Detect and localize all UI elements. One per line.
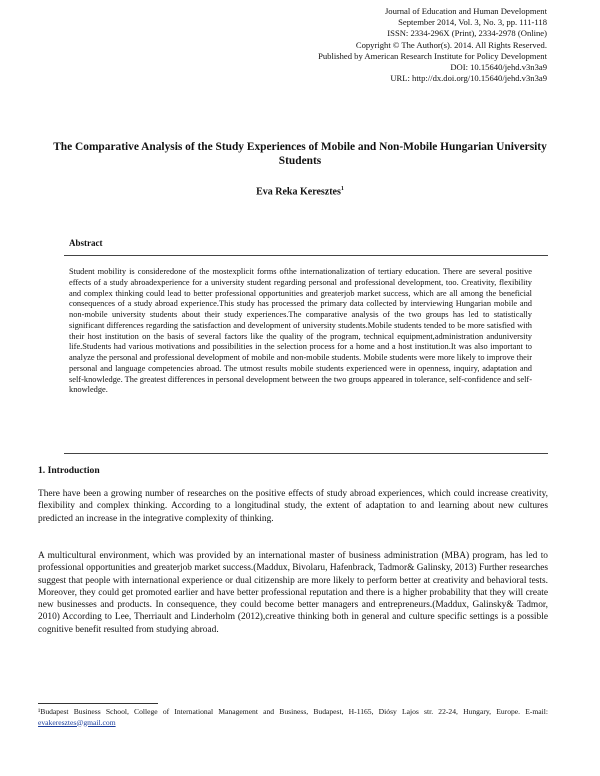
- footnote: [38, 707, 548, 728]
- journal-publisher: Published by American Research Institute for Policy Development: [318, 50, 547, 61]
- footnote-text: ¹Budapest Business School, College of International Management and Business, Budapest, H-1165, Diósy Lajos str. 22-24, Hungary, Europe. E-mail:: [38, 707, 548, 716]
- abstract-bottom-divider: [64, 453, 548, 454]
- author-name: Eva Reka Keresztes: [256, 186, 341, 198]
- journal-issue: September 2014, Vol. 3, No. 3, pp. 111-118: [398, 17, 547, 28]
- journal-header: [318, 6, 547, 84]
- journal-url: URL: http://dx.doi.org/10.15640/jehd.v3n3a9: [390, 73, 547, 84]
- abstract-text: Student mobility is consideredone of the mostexplicit forms ofthe internationalization of tertiary education. There are several positive effects of a study abroadexperience for a university student regarding personal and professional development, too. Creativity, flexibility and complex thinking could lead to better professional opportunities and greaterjob market success, which are all among the beneficial consequences of a study abroad experience.This study has processed the primary data collected by interviewing Hungarian mobile and non-mobile university students about their study experiences.The comparative analysis of the two groups has led to statistically significant differences regarding the satisfaction and development of university students.Mobile students tended to be more satisfied with their host institution on the basis of several factors like the quality of the program, technical equipment,administration anduniversity life.Students had various motivations and possibilities in the selection process for a home and a host institution.It was also important to analyze the personal and professional development of mobile and non-mobile students. Mobile students were more likely to improve their personal and language competencies abroad. The utmost results mobile students experienced were in openness, inquiry, adaptation and self-knowledge. The greatest differences in personal development between the two groups appeared in tolerance, self-confidence and self-knowledge.: [69, 267, 532, 395]
- abstract-heading: Abstract: [69, 238, 103, 248]
- abstract-top-divider: [64, 255, 548, 256]
- intro-paragraph-2: A multicultural environment, which was provided by an international master of business administration (MBA) program, has led to professional opportunities and greaterjob market success.(Maddux, Bivolaru, Hafenbrack, Tadmor& Galinsky, 2013) Further researches suggest that people with international experience or dual citizenship are more likely to perform better at creativity and behavioral tests. Moreover, they could get promoted earlier and have better professional reputation and there is a higher probability that they will create new businesses and products. In consequence, they could become better managers and entrepreneurs.(Maddux, Galinsky& Tadmor, 2010) According to Lee, Therriault and Linderholm (2012),creative thinking both in general and culture specific settings is a possible cognitive benefit resulted from studying abroad.: [38, 551, 548, 635]
- journal-doi: DOI: 10.15640/jehd.v3n3a9: [450, 62, 547, 73]
- journal-issn: ISSN: 2334-296X (Print), 2334-2978 (Online): [387, 28, 547, 39]
- intro-paragraph-1: There have been a growing number of researches on the positive effects of study abroad experiences, which could increase creativity, flexibility and complex thinking. According to a longitudinal study, the extent of adaptation to and learning about new cultures predicted an increase in the integrative complexity of thinking.: [38, 489, 548, 524]
- author-line: [40, 186, 560, 197]
- author-footnote-mark[interactable]: 1: [340, 186, 344, 192]
- footnote-email-link[interactable]: evakeresztes@gmail.com: [38, 717, 116, 727]
- footnote-divider: [38, 703, 158, 704]
- section-heading-introduction: 1. Introduction: [38, 465, 100, 476]
- paper-title: The Comparative Analysis of the Study Experiences of Mobile and Non-Mobile Hungarian University Students: [53, 141, 547, 167]
- journal-copyright: Copyright © The Author(s). 2014. All Rights Reserved.: [355, 39, 547, 50]
- journal-name: Journal of Education and Human Development: [384, 6, 547, 16]
